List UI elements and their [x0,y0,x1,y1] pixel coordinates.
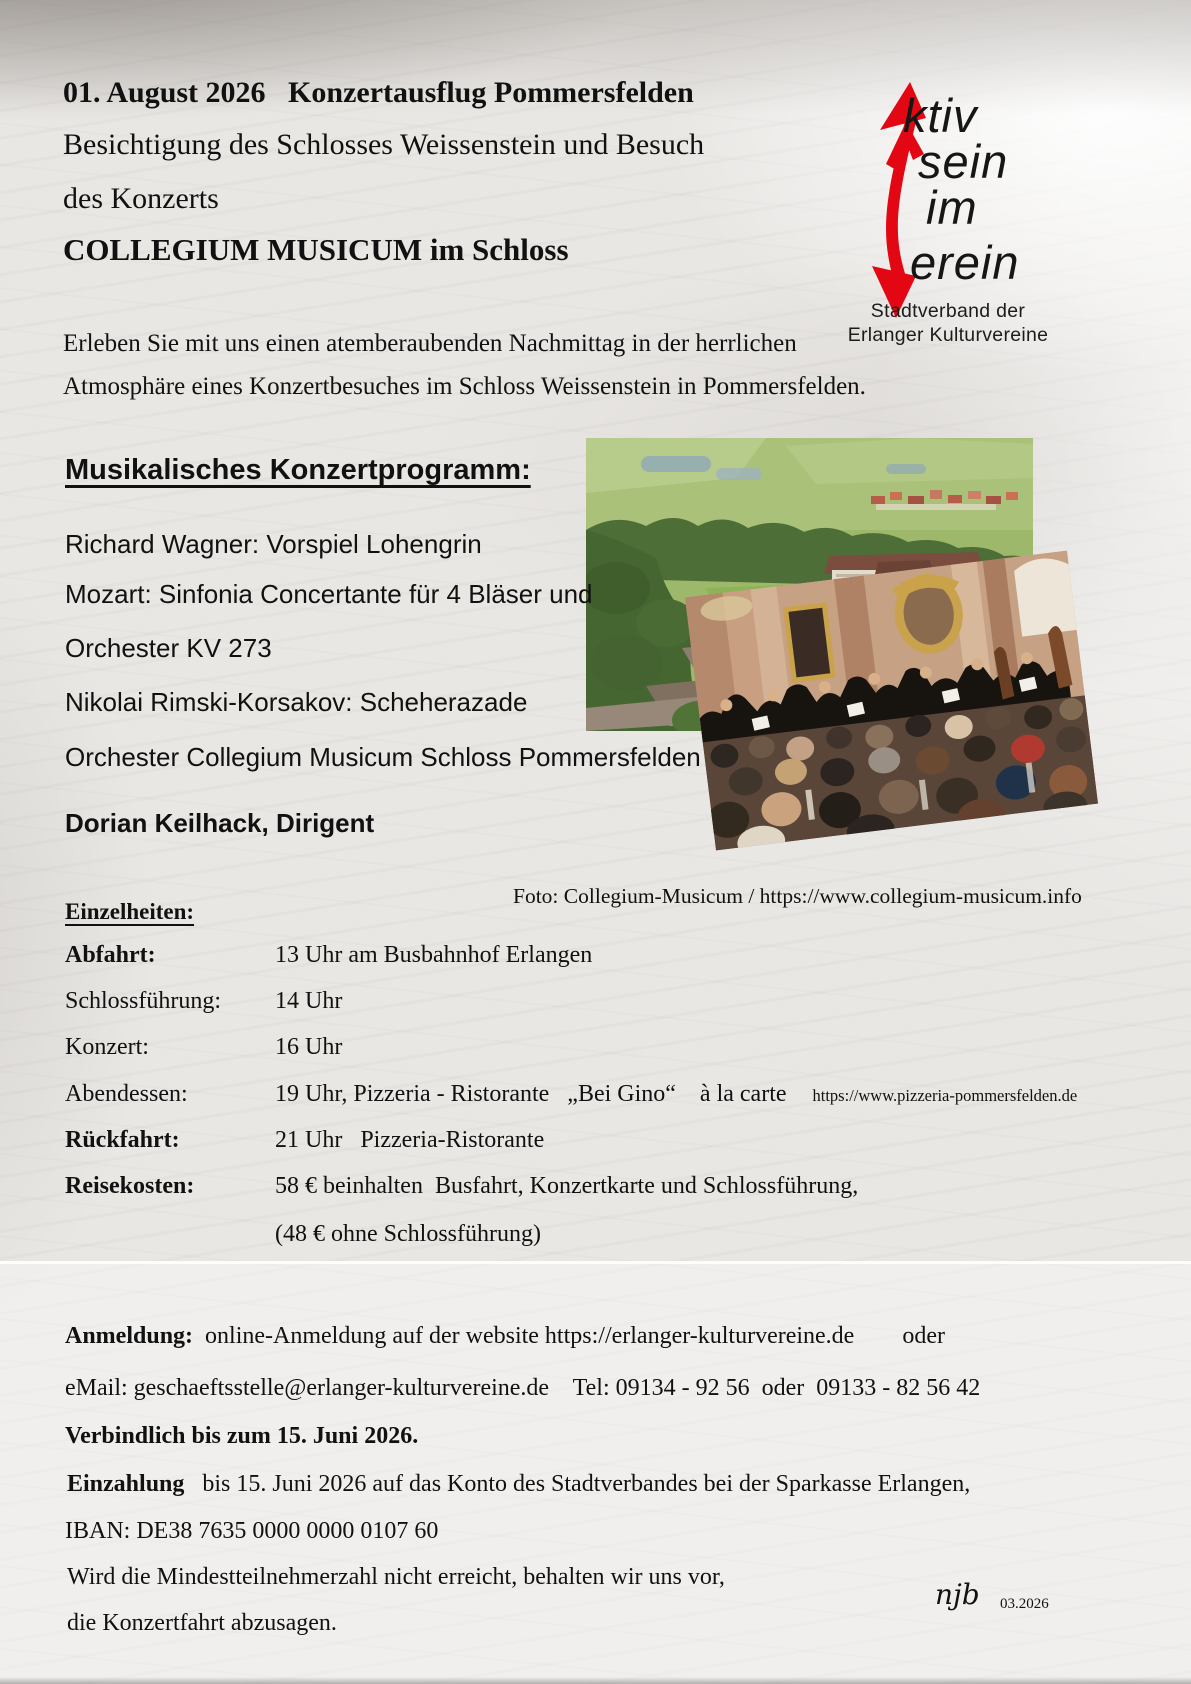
detail-label: Abendessen: [65,1081,188,1107]
email-line: eMail: geschaeftsstelle@erlanger-kulturvereine.de Tel: 09134 - 92 56 oder 09133 - 82 56 42 [65,1375,981,1401]
logo-subline-2: Erlanger Kulturvereine [847,324,1049,346]
title-line-3: des Konzerts [63,182,219,215]
logo-word-verein: erein [910,236,1020,289]
program-item: Orchester KV 273 [65,633,272,663]
title-line-4: COLLEGIUM MUSICUM im Schloss [63,232,569,267]
deadline-line: Verbindlich bis zum 15. Juni 2026. [65,1423,419,1449]
intro-line-1: Erleben Sie mit uns einen atemberaubenden Nachmittag in der herrlichen [63,330,797,357]
detail-label: Rückfahrt: [65,1127,180,1153]
program-heading: Musikalisches Konzertprogramm: [65,454,531,486]
intro-line-2: Atmosphäre eines Konzertbesuches im Schloss Weissenstein in Pommersfelden. [63,373,866,400]
program-item: Mozart: Sinfonia Concertante für 4 Bläser und [65,579,593,609]
detail-value: 21 Uhr Pizzeria-Ristorante [275,1127,545,1153]
page-break-line [0,1261,1191,1264]
detail-label: Abfahrt: [65,942,156,968]
notice-line-2: die Konzertfahrt abzusagen. [67,1610,337,1636]
footer-date: 03.2026 [1000,1596,1049,1612]
restaurant-url: https://www.pizzeria-pommersfelden.de [812,1086,1078,1105]
detail-value: 13 Uhr am Busbahnhof Erlangen [275,942,593,968]
program-item: Orchester Collegium Musicum Schloss Pommersfelden [65,742,701,772]
einzahlung-label: Einzahlung [67,1471,185,1497]
notice-line-1: Wird die Mindestteilnehmerzahl nicht erreicht, behalten wir uns vor, [67,1564,725,1590]
details-heading: Einzelheiten: [65,899,195,924]
concert-photo [685,550,1098,850]
program-item: Nikolai Rimski-Korsakov: Scheherazade [65,687,528,717]
detail-value: 58 € beinhalten Busfahrt, Konzertkarte und Schlossführung, [275,1173,859,1199]
page-bottom-edge [0,1677,1191,1684]
logo-word-im: im [926,181,978,234]
conductor-line: Dorian Keilhack, Dirigent [65,808,375,838]
detail-label: Schlossführung: [65,988,221,1014]
iban-line: IBAN: DE38 7635 0000 0000 0107 60 [65,1518,439,1544]
title-line-1: 01. August 2026 Konzertausflug Pommersfelden [63,76,694,109]
einzahlung-line [67,1471,970,1498]
detail-label: Reisekosten: [65,1173,195,1199]
einzahlung-text: bis 15. Juni 2026 auf das Konto des Stadtverbandes bei der Sparkasse Erlangen, [184,1471,971,1497]
logo-subline-1: Stadtverband der [870,300,1026,322]
detail-row-abendessen [275,1081,1077,1108]
detail-value: 14 Uhr [275,988,343,1014]
title-line-2: Besichtigung des Schlosses Weissenstein und Besuch [63,128,705,161]
anmeldung-line [65,1323,945,1350]
detail-label: Konzert: [65,1034,149,1060]
signature: njb [935,1578,980,1611]
logo-word-sein: sein [918,135,1009,188]
detail-value: 16 Uhr [275,1034,343,1060]
photo-caption: Foto: Collegium-Musicum / https://www.collegium-musicum.info [513,884,1082,908]
logo-word-aktiv: ktiv [903,89,978,142]
program-item: Richard Wagner: Vorspiel Lohengrin [65,529,482,559]
detail-value: 19 Uhr, Pizzeria - Ristorante „Bei Gino“ à la carte [275,1081,787,1107]
anmeldung-text: online-Anmeldung auf der website https://erlanger-kulturvereine.de oder [193,1323,945,1349]
anmeldung-label: Anmeldung: [65,1323,194,1349]
detail-value-2: (48 € ohne Schlossführung) [275,1221,541,1247]
